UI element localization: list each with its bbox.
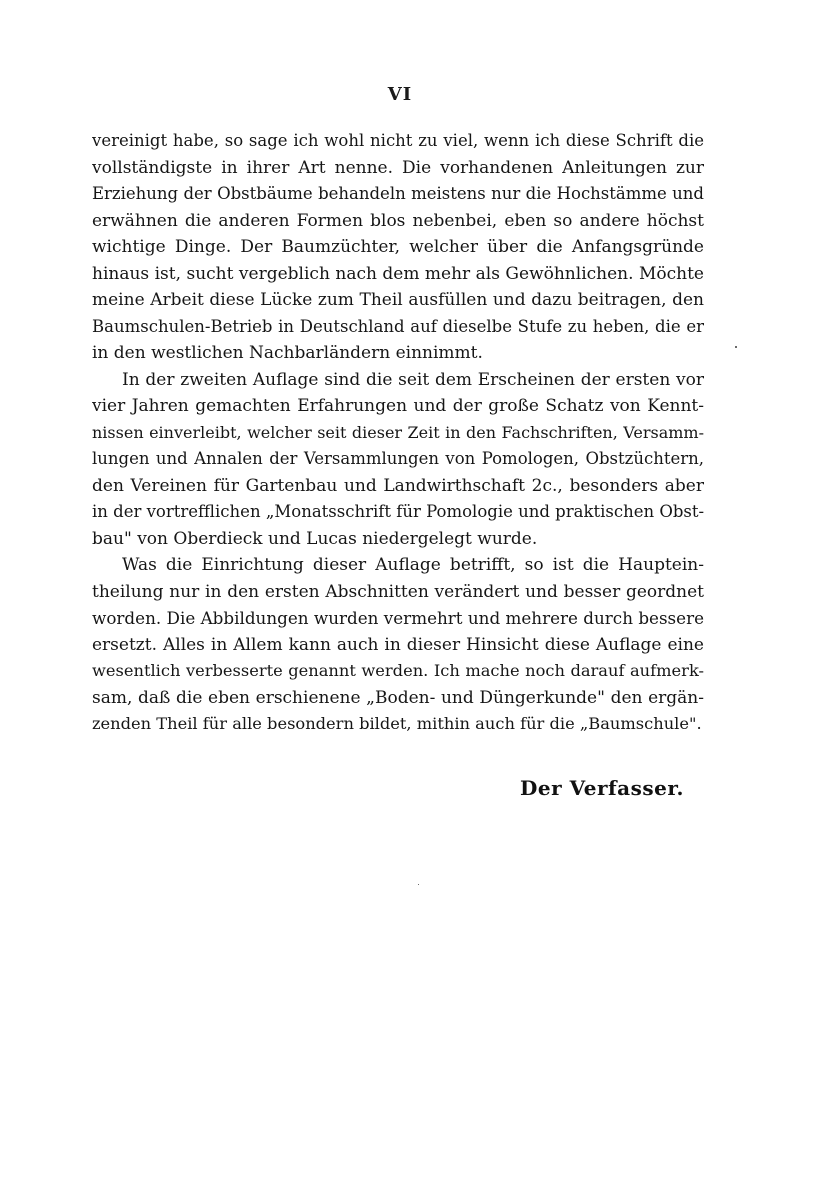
scan-speck (418, 884, 419, 885)
text-line: in den westlichen Nachbarländern einnimmt. (92, 343, 483, 363)
page-number: VI (387, 84, 413, 105)
text-line: wesentlich verbesserte genannt werden. Ich mache noch darauf aufmerk- (92, 661, 704, 680)
text-line: vollständigste in ihrer Art nenne. Die vorhandenen Anleitungen zur (92, 157, 704, 178)
text-line: Was die Einrichtung dieser Auflage betrifft, so ist die Hauptein- (122, 555, 704, 575)
paragraph-3 (92, 552, 704, 738)
body-text (92, 128, 704, 738)
text-line: vereinigt habe, so sage ich wohl nicht zu viel, wenn ich diese Schrift die (92, 131, 704, 150)
text-line: lungen und Annalen der Versammlungen von Pomologen, Obstzüchtern, (92, 449, 704, 468)
text-line: ersetzt. Alles in Allem kann auch in dieser Hinsicht diese Auflage eine (92, 634, 704, 655)
paragraph-2 (92, 367, 704, 553)
text-line: meine Arbeit diese Lücke zum Theil ausfüllen und dazu beitragen, den (92, 290, 704, 310)
text-line: sam, daß die eben erschienene „Boden- und Düngerkunde" den ergän- (92, 687, 704, 708)
text-line: in der vortrefflichen „Monatsschrift für Pomologie und praktischen Obst- (92, 502, 704, 521)
text-line: nissen einverleibt, welcher seit dieser Zeit in den Fachschriften, Versamm- (92, 422, 704, 442)
text-line: zenden Theil für alle besondern bildet, mithin auch für die „Baumschule". (92, 714, 702, 733)
scan-speck (735, 346, 737, 348)
text-line: erwähnen die anderen Formen blos nebenbei, eben so andere höchst (92, 210, 704, 231)
text-line: worden. Die Abbildungen wurden vermehrt und mehrere durch bessere (92, 608, 704, 628)
author-signature: Der Verfasser. (520, 776, 684, 800)
paragraph-1 (92, 128, 704, 367)
text-line: Erziehung der Obstbäume behandeln meistens nur die Hochstämme und (92, 184, 704, 203)
text-line: wichtige Dinge. Der Baumzüchter, welcher über die Anfangsgründe (92, 237, 704, 257)
text-line: In der zweiten Auflage sind die seit dem Erscheinen der ersten vor (122, 369, 704, 390)
text-line: hinaus ist, sucht vergeblich nach dem mehr als Gewöhnlichen. Möchte (92, 263, 704, 284)
text-line: vier Jahren gemachten Erfahrungen und der große Schatz von Kennt- (92, 396, 704, 416)
text-line: bau" von Oberdieck und Lucas niedergelegt wurde. (92, 528, 538, 549)
text-line: theilung nur in den ersten Abschnitten verändert und besser geordnet (92, 581, 704, 602)
text-line: Baumschulen-Betrieb in Deutschland auf dieselbe Stufe zu heben, die er (92, 316, 704, 336)
text-line: den Vereinen für Gartenbau und Landwirthschaft 2c., besonders aber (92, 475, 704, 496)
